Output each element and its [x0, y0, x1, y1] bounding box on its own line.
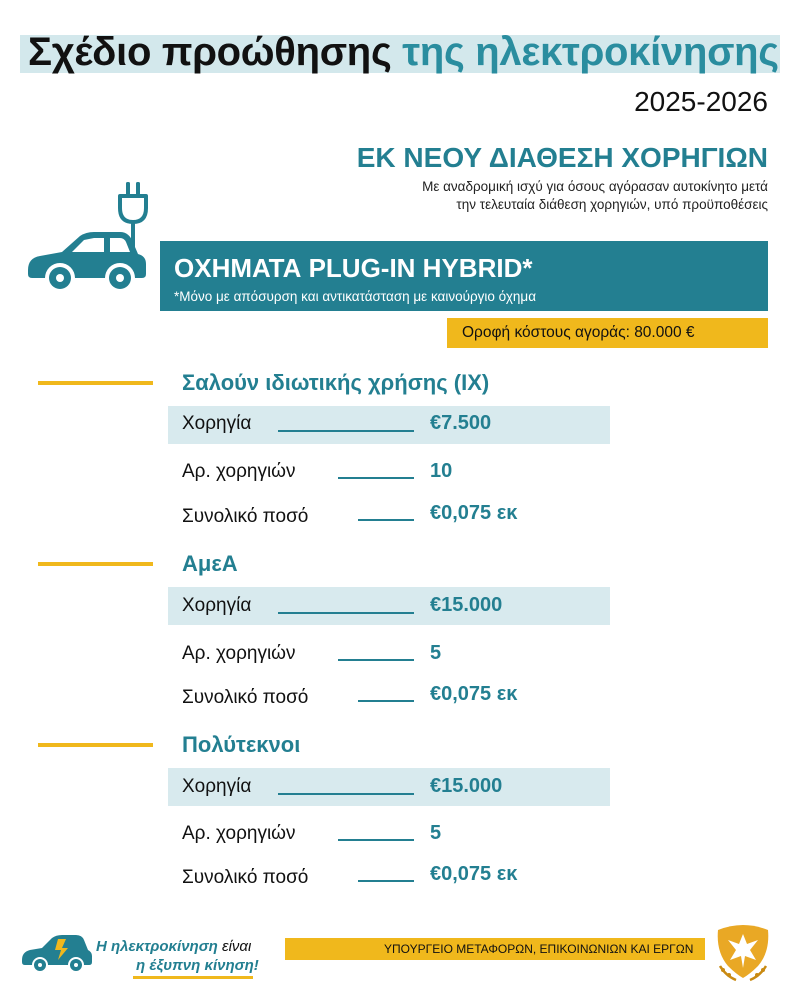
grant-value: €15.000 — [430, 775, 503, 797]
grant-count-value: 10 — [430, 460, 453, 482]
cost-cap-text: Οροφή κόστους αγοράς: 80.000 € — [462, 324, 695, 341]
page-title-part1: Σχέδιο προώθησης — [28, 30, 392, 74]
leader-line — [338, 659, 414, 661]
total-amount-value: €0,075 εκ — [430, 683, 518, 705]
leader-line — [278, 793, 414, 795]
leader-line — [338, 839, 414, 841]
leader-line — [278, 612, 414, 614]
slogan-part2: είναι — [222, 938, 252, 955]
grant-count-label: Αρ. χορηγιών — [182, 643, 296, 664]
section-divider — [38, 381, 153, 385]
grant-value: €7.500 — [430, 412, 492, 434]
grant-value: €15.000 — [430, 594, 503, 616]
announcement-heading: ΕΚ ΝΕΟΥ ΔΙΑΘΕΣΗ ΧΟΡΗΓΙΩΝ — [356, 142, 768, 173]
grant-label: Χορηγία — [182, 595, 252, 616]
page-title — [28, 30, 779, 75]
announcement-note-line2: την τελευταία διάθεση χορηγιών, υπό προϋποθέσεις — [456, 197, 768, 212]
slogan-line2: η έξυπνη κίνηση! — [136, 957, 259, 974]
grant-label: Χορηγία — [182, 776, 252, 797]
section-title: Σαλούν ιδιωτικής χρήσης (ΙΧ) — [182, 370, 490, 395]
total-amount-value: €0,075 εκ — [430, 502, 518, 524]
total-amount-value: €0,075 εκ — [430, 863, 518, 885]
announcement-note-line1: Με αναδρομική ισχύ για όσους αγόρασαν αυτοκίνητο μετά — [422, 179, 768, 194]
grant-count-value: 5 — [430, 642, 442, 664]
leader-line — [278, 430, 414, 432]
total-amount-label: Συνολικό ποσό — [182, 506, 309, 527]
banner-title: ΟΧΗΜΑΤΑ PLUG-IN HYBRID* — [174, 253, 533, 283]
section-divider — [38, 562, 153, 566]
total-amount-label: Συνολικό ποσό — [182, 867, 309, 888]
plan-years: 2025-2026 — [634, 86, 768, 117]
slogan-underline — [133, 976, 253, 979]
ev-car-plug-icon — [22, 178, 168, 296]
grant-count-label: Αρ. χορηγιών — [182, 823, 296, 844]
section-divider — [38, 743, 153, 747]
announcement-note — [308, 178, 768, 214]
grant-count-value: 5 — [430, 822, 442, 844]
grant-label: Χορηγία — [182, 413, 252, 434]
slogan-part1: Η ηλεκτροκίνηση — [96, 938, 218, 955]
slogan-line1 — [96, 938, 251, 955]
total-amount-label: Συνολικό ποσό — [182, 687, 309, 708]
leader-line — [358, 880, 414, 882]
leader-line — [338, 477, 414, 479]
section-title: Πολύτεκνοι — [182, 732, 301, 757]
section-title: ΑμεΑ — [182, 551, 238, 576]
leader-line — [358, 700, 414, 702]
ministry-name: ΥΠΟΥΡΓΕΙΟ ΜΕΤΑΦΟΡΩΝ, ΕΠΙΚΟΙΝΩΝΙΩΝ ΚΑΙ ΕΡΓΩΝ — [384, 942, 694, 956]
cyprus-emblem-icon — [712, 922, 774, 984]
ev-car-lightning-icon — [18, 928, 94, 974]
banner-subtitle: *Μόνο με απόσυρση και αντικατάσταση με καινούργιο όχημα — [174, 289, 536, 304]
leader-line — [358, 519, 414, 521]
page-title-part2: της ηλεκτροκίνησης — [402, 30, 779, 74]
grant-count-label: Αρ. χορηγιών — [182, 461, 296, 482]
